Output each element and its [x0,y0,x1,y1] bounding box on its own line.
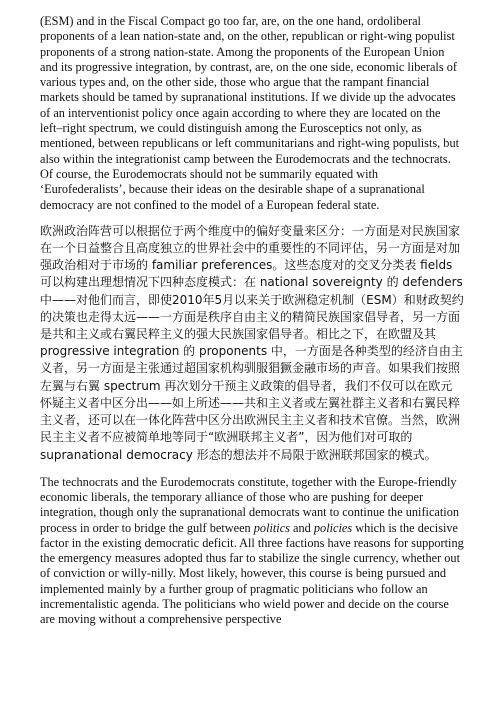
paragraph-chinese-translation: 欧洲政治阵营可以根据位于两个维度中的偏好变量来区分：一方面是对民族国家在一个日益整合且高度独立的世界社会中的重要性的不同评估，另一方面是对加强政治相对于市场的 familiar preferences。这些态度对的交叉分类表 fields 可以构建出理想情况下四种态度模式：在 national sovereignty 的 defenders 中——对他们而言，即使2010年5月以来关于欧洲稳定机制（ESM）和财政契约的决策也走得太远——一方面是秩序自由主义的精简民族国家倡导者，另一方面是共和主义或右翼民粹主义的强大民族国家倡导者。相比之下，在欧盟及其 progressive integration 的 proponents 中，一方面是各种类型的经济自由主义者，另一方面是主张通过超国家机构驯服猖獗金融市场的声音。如果我们按照左翼与右翼 spectrum 再次划分干预主义政策的倡导者，我们不仅可以在欧元怀疑主义者中区分出——如上所述——共和主义者或左翼社群主义者和右翼民粹主义者，还可以在一体化阵营中区分出欧洲民主主义者和技术官僚。当然，欧洲民主主义者不应被简单地等同于“欧洲联邦主义者”，因为他们对可取的 supranational democracy 形态的想法并不局限于欧洲联邦国家的模式。 [40,223,464,462]
document-page [40,14,464,628]
paragraph-english-2 [40,475,464,628]
emphasis-politics: politics [253,520,290,535]
paragraph-text-segment: and [289,520,314,535]
paragraph-text-segment: The technocrats and the Eurodemocrats constitute, together with the Europe-friendly economic liberals, the temporary alliance of those who are pushing for deeper integration, though only the supranational democrats want to continue the unification process in order to bridge the gulf between [40,474,460,535]
paragraph-text-segment: which is the decisive factor in the existing democratic deficit. All three factions have reasons for supporting the emergency measures adopted thus far to stabilize the single currency, whether out of conviction or willy-nilly. Most likely, however, this course is being pursued and implemented mainly by a further group of pragmatic politicians who follow an incrementalistic agenda. The politicians who wield power and decide on the course are moving without a comprehensive perspective [40,520,464,627]
paragraph-english-1: (ESM) and in the Fiscal Compact go too far, are, on the one hand, ordoliberal proponents of a lean nation-state and, on the other, republican or right-wing populist proponents of a strong nation-state. Among the proponents of the European Union and its progressive integration, by contrast, are, on the one side, economic liberals of various types and, on the other side, those who argue that the rampant financial markets should be tamed by supranational institutions. If we divide up the advocates of an interventionist policy once again according to where they are located on the left–right spectrum, we could distinguish among the Eurosceptics not only, as mentioned, between republicans or left communitarians and right-wing populists, but also within the integrationist camp between the Eurodemocrats and the technocrats. Of course, the Eurodemocrats should not be summarily equated with ‘Eurofederalists’, because their ideas on the desirable shape of a supranational democracy are not confined to the model of a European federal state. [40,14,460,212]
emphasis-policies: policies [313,520,353,535]
